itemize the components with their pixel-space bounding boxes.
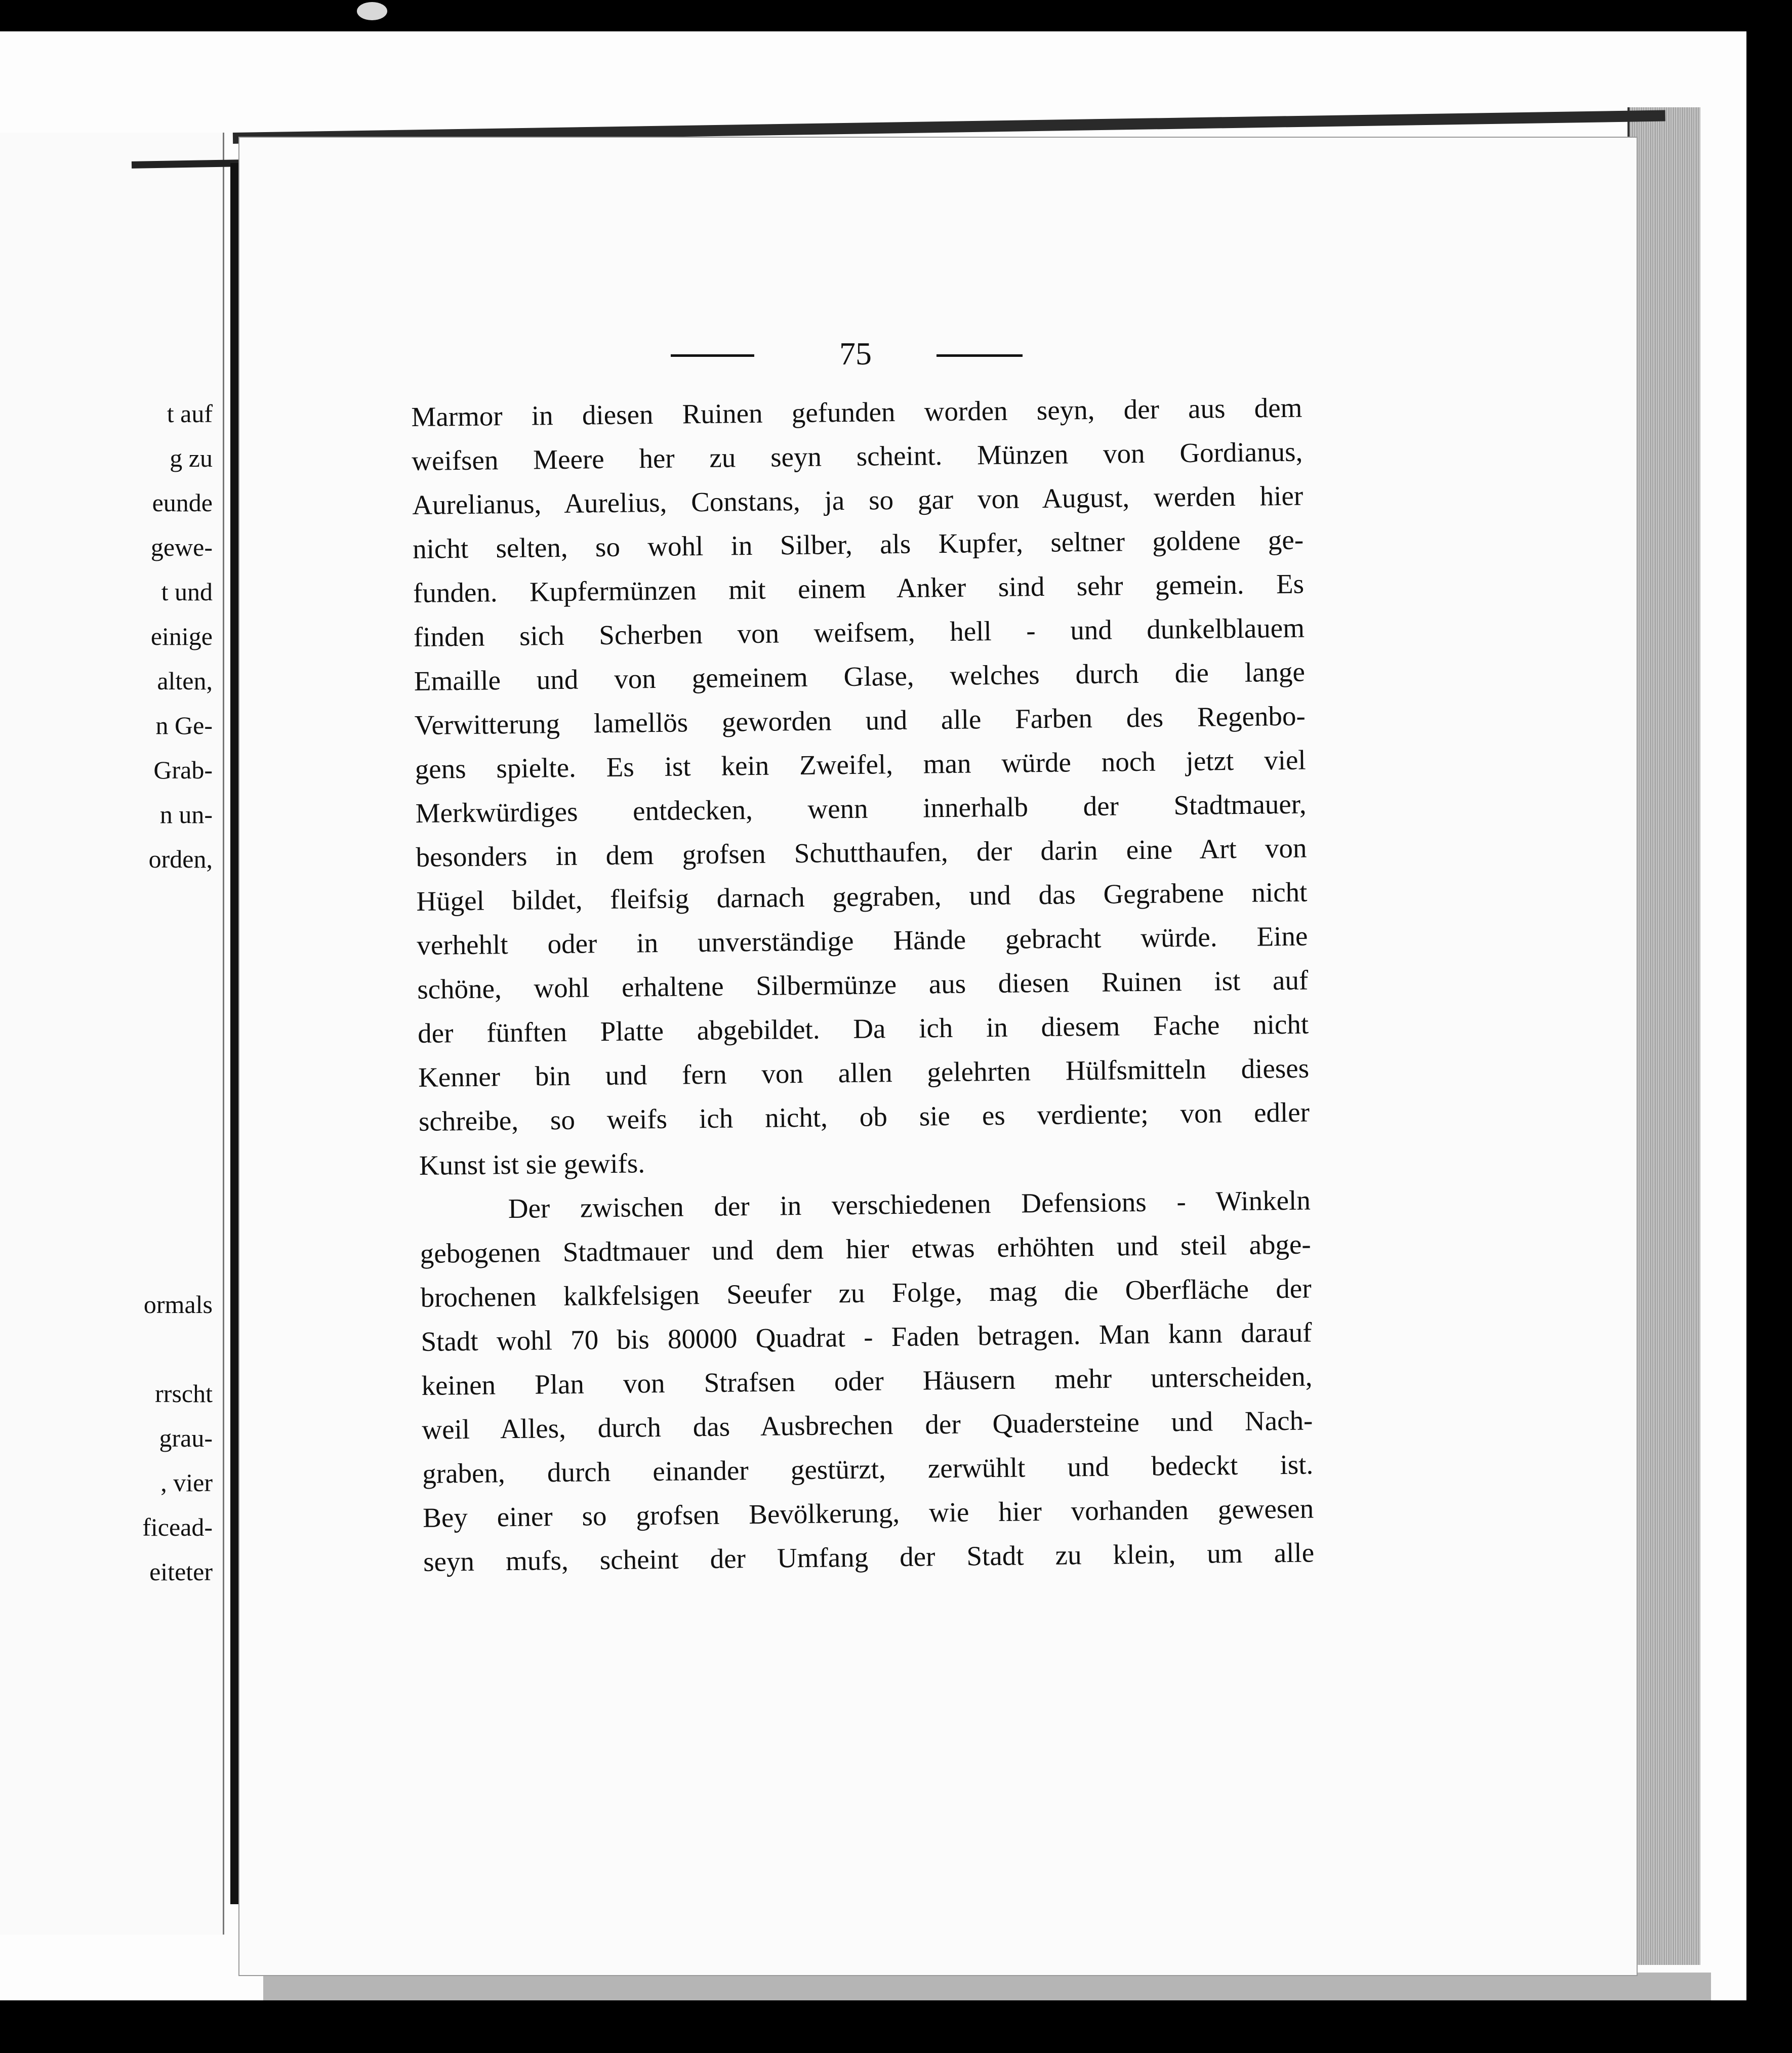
- text-line: Verwitterung lamellös geworden und alle Farben des Regenbo-: [414, 700, 1306, 741]
- text-line: brochenen kalkfelsigen Seeufer zu Folge, mag die Oberfläche der: [420, 1272, 1312, 1313]
- scan-border-bottom: [0, 2000, 1792, 2053]
- left-page-fragment: orden,: [148, 845, 213, 873]
- text-line: der fünften Platte abgebildet. Da ich in diesem Fache nicht: [417, 1008, 1309, 1049]
- left-page-fragment: , vier: [160, 1468, 213, 1497]
- left-page-fragment: t auf: [167, 399, 213, 428]
- scan-speck: [357, 2, 387, 20]
- left-page-fragment: g zu: [170, 444, 213, 472]
- text-line: gebogenen Stadtmauer und dem hier etwas erhöhten und steil abge-: [420, 1228, 1311, 1269]
- left-page-fragment: eunde: [152, 488, 213, 517]
- left-facing-page: [0, 133, 224, 1935]
- left-page-fragment: alten,: [157, 667, 213, 695]
- page-stack-bottom: [263, 1973, 1711, 2000]
- text-line: nicht selten, so wohl in Silber, als Kupfer, seltner goldene ge-: [412, 524, 1304, 564]
- left-page-fragment: grau-: [159, 1424, 213, 1452]
- text-line: Merkwürdiges entdecken, wenn innerhalb der Stadtmauer,: [415, 788, 1307, 829]
- text-line: schöne, wohl erhaltene Silbermünze aus diesen Ruinen ist auf: [417, 964, 1309, 1005]
- left-page-fragment: einige: [150, 622, 213, 650]
- text-line: besonders in dem grofsen Schutthaufen, der darin eine Art von: [416, 832, 1307, 873]
- book-gutter: [230, 163, 239, 1904]
- text-line: verhehlt oder in unverständige Hände gebracht würde. Eine: [417, 920, 1308, 961]
- header-rule-left: [671, 354, 754, 357]
- page-body-text: [411, 386, 1315, 1584]
- left-page-fragment: ficead-: [142, 1513, 213, 1541]
- left-page-fragment: rrscht: [155, 1379, 213, 1408]
- text-line: graben, durch einander gestürzt, zerwühlt und bedeckt ist.: [422, 1449, 1314, 1489]
- text-line: Bey einer so grofsen Bevölkerung, wie hier vorhanden gewesen: [422, 1493, 1314, 1533]
- text-line: Aurelianus, Aurelius, Constans, ja so gar von August, werden hier: [412, 480, 1304, 520]
- scan-border-right: [1746, 0, 1792, 2053]
- header-rule-right: [936, 354, 1023, 357]
- text-line: Stadt wohl 70 bis 80000 Quadrat - Faden betragen. Man kann darauf: [421, 1317, 1312, 1357]
- text-line: gens spielte. Es ist kein Zweifel, man würde noch jetzt viel: [415, 744, 1306, 785]
- left-page-fragment: n un-: [159, 800, 213, 829]
- scan-background: [0, 31, 1746, 2000]
- text-line: Emaille und von gemeinem Glase, welches durch die lange: [414, 656, 1306, 696]
- text-line: weifsen Meere her zu seyn scheint. Münzen von Gordianus,: [412, 436, 1303, 476]
- text-line: weil Alles, durch das Ausbrechen der Quadersteine und Nach-: [422, 1405, 1313, 1445]
- text-line: funden. Kupfermünzen mit einem Anker sind sehr gemein. Es: [413, 568, 1305, 608]
- page-header: [663, 335, 1048, 376]
- left-page-fragment: ormals: [143, 1290, 213, 1319]
- text-line-paragraph-start: Der zwischen der in verschiedenen Defensions - Winkeln: [508, 1184, 1311, 1224]
- text-line: Kenner bin und fern von allen gelehrten Hülfsmitteln dieses: [418, 1052, 1310, 1093]
- gutter-shadow: [132, 159, 243, 169]
- page-fore-edge: [1627, 107, 1700, 1965]
- text-line: Kunst ist sie gewifs.: [419, 1147, 645, 1181]
- text-line: Hügel bildet, fleifsig darnach gegraben, und das Gegrabene nicht: [416, 876, 1308, 917]
- page-number: 75: [839, 336, 872, 372]
- text-line: seyn mufs, scheint der Umfang der Stadt zu klein, um alle: [423, 1537, 1315, 1577]
- text-line: schreibe, so weifs ich nicht, ob sie es verdiente; von edler: [418, 1096, 1310, 1137]
- left-page-fragment: Grab-: [153, 756, 213, 784]
- left-page-fragment: n Ge-: [155, 711, 213, 740]
- text-line: Marmor in diesen Ruinen gefunden worden seyn, der aus dem: [411, 392, 1302, 432]
- text-line: finden sich Scherben von weifsem, hell - und dunkelblauem: [413, 612, 1305, 652]
- text-line: keinen Plan von Strafsen oder Häusern mehr unterscheiden,: [421, 1361, 1313, 1401]
- left-page-fragment: eiteter: [149, 1557, 213, 1586]
- left-page-fragment: gewe-: [150, 533, 213, 561]
- left-page-fragment: t und: [161, 578, 213, 606]
